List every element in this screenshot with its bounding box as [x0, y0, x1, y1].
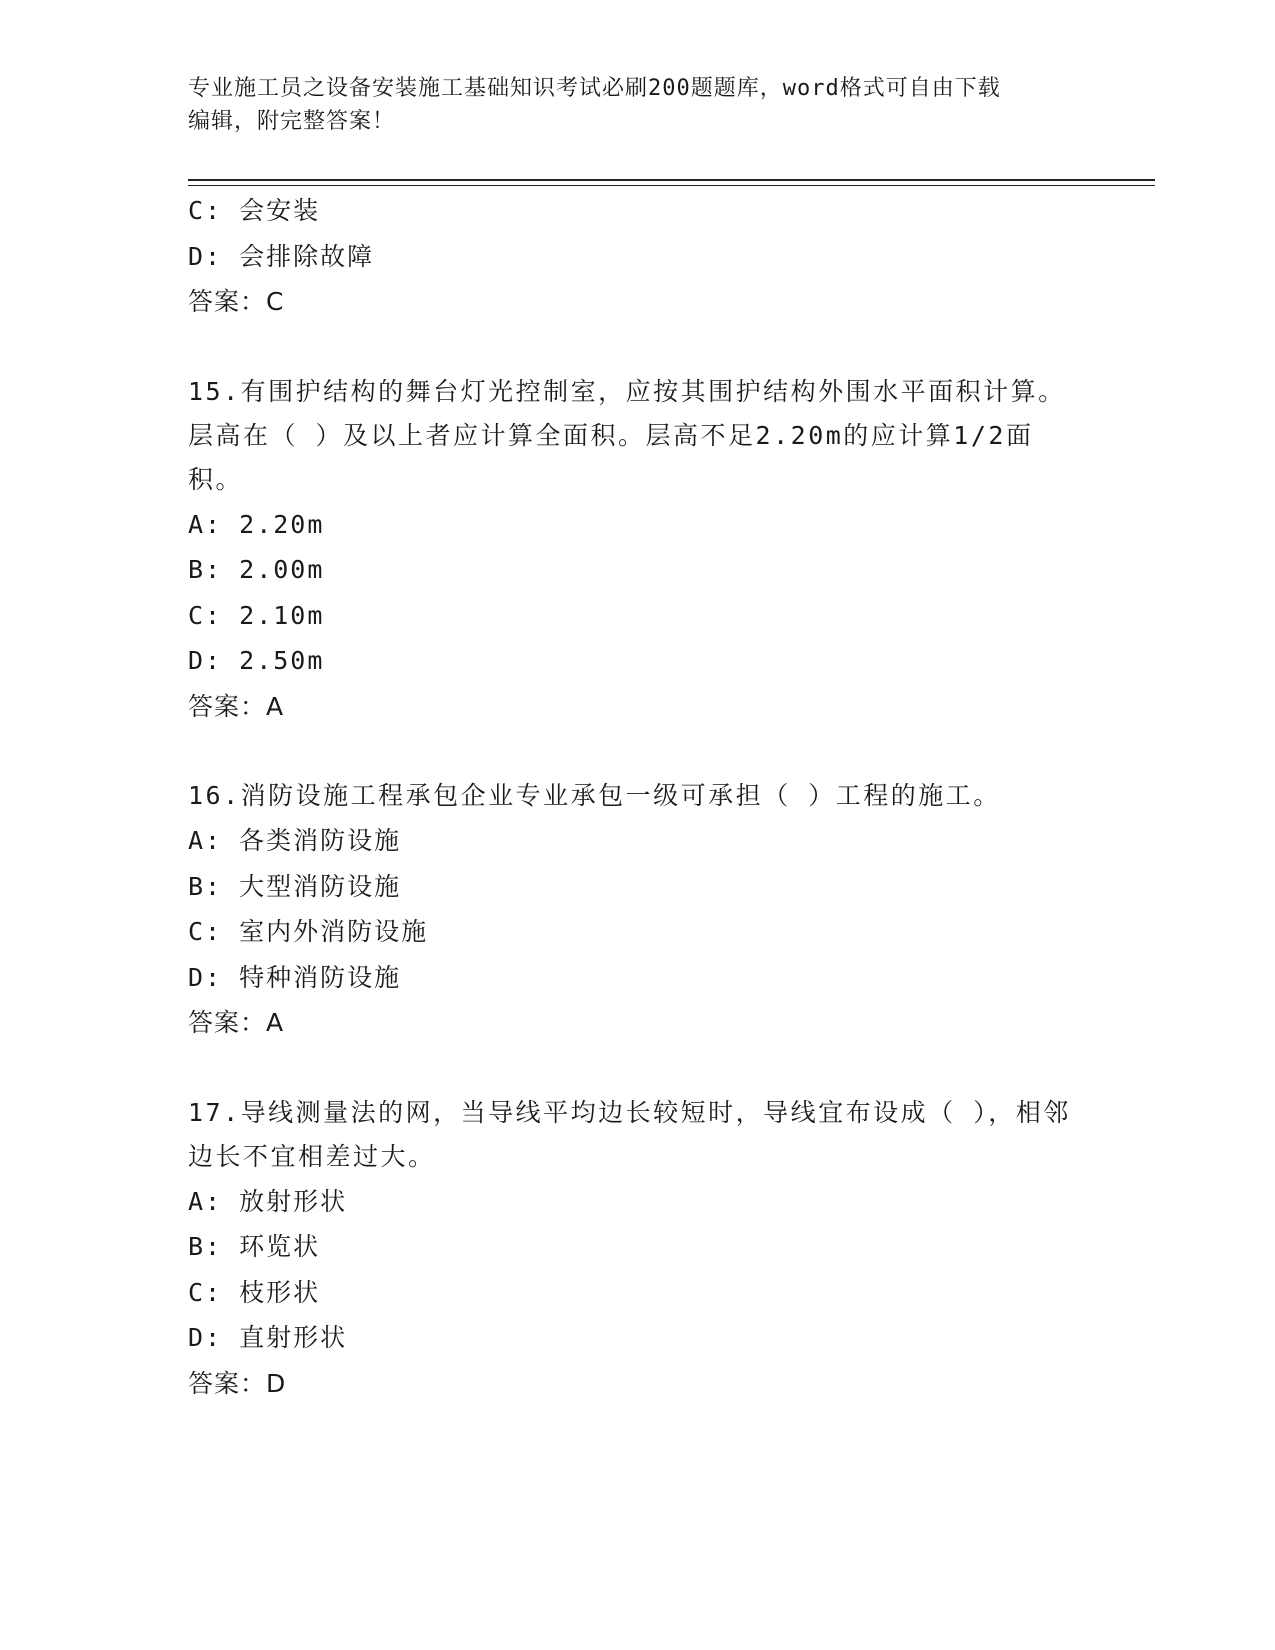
answer-line: 答案：A: [188, 1008, 285, 1037]
option-a: A: 各类消防设施: [188, 826, 402, 855]
option-a: A: 2.20m: [188, 509, 325, 539]
option-d: D: 会排除故障: [188, 241, 375, 271]
page-header: [188, 72, 1088, 138]
option-b: B: 大型消防设施: [188, 871, 402, 901]
option-d: D: 2.50m: [188, 646, 325, 675]
answer-line: 答案：D: [188, 1368, 287, 1398]
option-d: D: 特种消防设施: [188, 962, 402, 992]
question-17: [188, 1091, 1088, 1407]
option-d: D: 直射形状: [188, 1323, 348, 1352]
document-title-line-1: 专业施工员之设备安装施工基础知识考试必刷200题题库，word格式可自由下载: [188, 76, 1001, 101]
option-b: B: 2.00m: [188, 555, 325, 584]
option-a: A: 放射形状: [188, 1186, 348, 1216]
option-c: C: 枝形状: [188, 1277, 321, 1307]
header-rule-thick: [188, 179, 1155, 181]
answer-line: 答案：A: [188, 691, 285, 721]
question-text: 16.消防设施工程承包企业专业承包一级可承担（ ）工程的施工。: [188, 781, 1001, 810]
question-text: 17.导线测量法的网，当导线平均边长较短时，导线宜布设成（ ），相邻边长不宜相差过大。: [188, 1097, 1071, 1171]
answer-line: 答案：C: [188, 287, 285, 316]
previous-question-tail: [188, 188, 1088, 325]
document-title-line-2: 编辑，附完整答案！: [188, 109, 396, 134]
header-rule-thin: [188, 185, 1155, 186]
option-b: B: 环览状: [188, 1232, 321, 1261]
question-16: [188, 774, 1088, 1046]
option-c: C: 2.10m: [188, 600, 325, 630]
question-15: [188, 370, 1088, 730]
option-c: C: 会安装: [188, 196, 321, 225]
document-body: [188, 188, 1088, 1406]
option-c: C: 室内外消防设施: [188, 917, 429, 946]
question-text: 15.有围护结构的舞台灯光控制室，应按其围护结构外围水平面积计算。层高在（ ）及以上者应计算全面积。层高不足2.20m的应计算1/2面积。: [188, 376, 1066, 494]
